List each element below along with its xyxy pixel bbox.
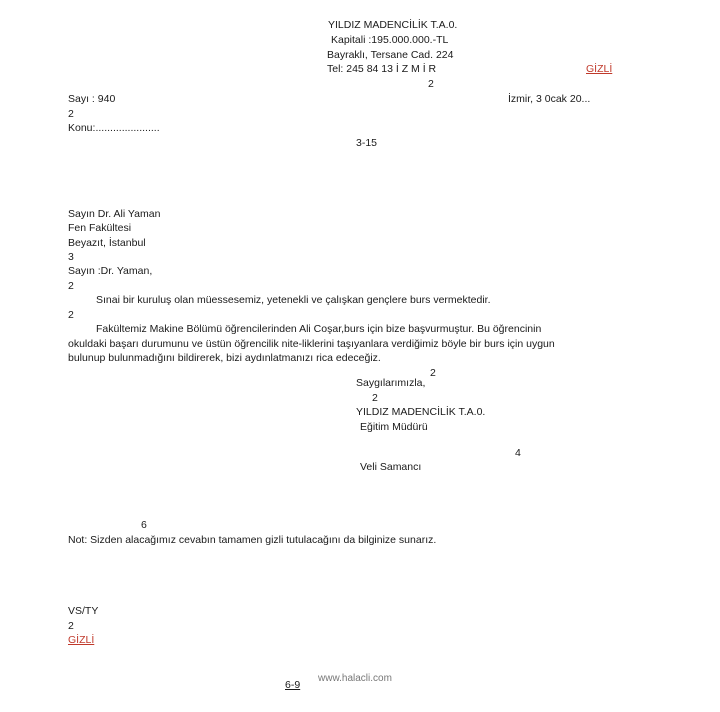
signer-title: Eğitim Müdürü bbox=[360, 421, 428, 433]
body-paragraph-1: Sınai bir kuruluş olan müessesemiz, yetenekli ve çalışkan gençlere burs vermektedir. bbox=[96, 294, 491, 306]
recipient-marker: 3 bbox=[68, 251, 74, 263]
company-capital: Kapitali :195.000.000.-TL bbox=[331, 34, 449, 46]
body-paragraph-2-line-1: Fakültemiz Makine Bölümü öğrencilerinden Ali Coşar,burs için bize başvurmuştur. Bu öğrencinin bbox=[96, 323, 542, 335]
regards: Saygılarımızla, bbox=[356, 377, 426, 389]
recipient-city: Beyazıt, İstanbul bbox=[68, 237, 146, 249]
letter-date: İzmir, 3 0cak 20... bbox=[508, 93, 591, 105]
company-name: YILDIZ MADENCİLİK T.A.0. bbox=[328, 19, 458, 31]
note-marker: 6 bbox=[141, 519, 147, 531]
secret-label-top: GİZLİ bbox=[586, 63, 613, 75]
body-marker: 2 bbox=[68, 309, 74, 321]
body-paragraph-2-line-2: okuldaki başarı durumunu ve üstün öğrencilik nite-liklerini taşıyanlara verdiğimiz böyle bir burs için uygun bbox=[68, 338, 555, 350]
body-paragraph-2-line-3: bulunup bulunmadığını bildirerek, bizi aydınlatmanızı rica edeceğiz. bbox=[68, 352, 381, 364]
closing-marker-3: 4 bbox=[515, 447, 521, 459]
salutation-marker: 2 bbox=[68, 280, 74, 292]
initials: VS/TY bbox=[68, 605, 99, 617]
closing-marker-1: 2 bbox=[430, 367, 436, 379]
signer-name: Veli Samancı bbox=[360, 461, 422, 473]
closing-marker-2: 2 bbox=[372, 392, 378, 404]
note-text: Not: Sizden alacağımız cevabın tamamen gizli tutulacağını da bilginize sunarız. bbox=[68, 534, 437, 546]
secret-label-bottom: GİZLİ bbox=[68, 634, 95, 646]
reference-number: Sayı : 940 bbox=[68, 93, 116, 105]
company-phone: Tel: 245 84 13 İ Z M İ R bbox=[327, 63, 437, 75]
subject-line: Konu:...................... bbox=[68, 122, 160, 134]
company-address: Bayraklı, Tersane Cad. 224 bbox=[327, 49, 454, 61]
recipient-name: Sayın Dr. Ali Yaman bbox=[68, 208, 161, 220]
recipient-department: Fen Fakültesi bbox=[68, 222, 132, 234]
closing-company: YILDIZ MADENCİLİK T.A.0. bbox=[356, 406, 486, 418]
meta-marker: 2 bbox=[68, 108, 74, 120]
salutation: Sayın :Dr. Yaman, bbox=[68, 265, 153, 277]
website[interactable]: www.halacli.com bbox=[318, 673, 392, 684]
header-marker: 2 bbox=[428, 78, 434, 90]
file-code: 3-15 bbox=[356, 137, 378, 149]
footer-marker: 2 bbox=[68, 620, 74, 632]
page-number: 6-9 bbox=[285, 679, 301, 691]
